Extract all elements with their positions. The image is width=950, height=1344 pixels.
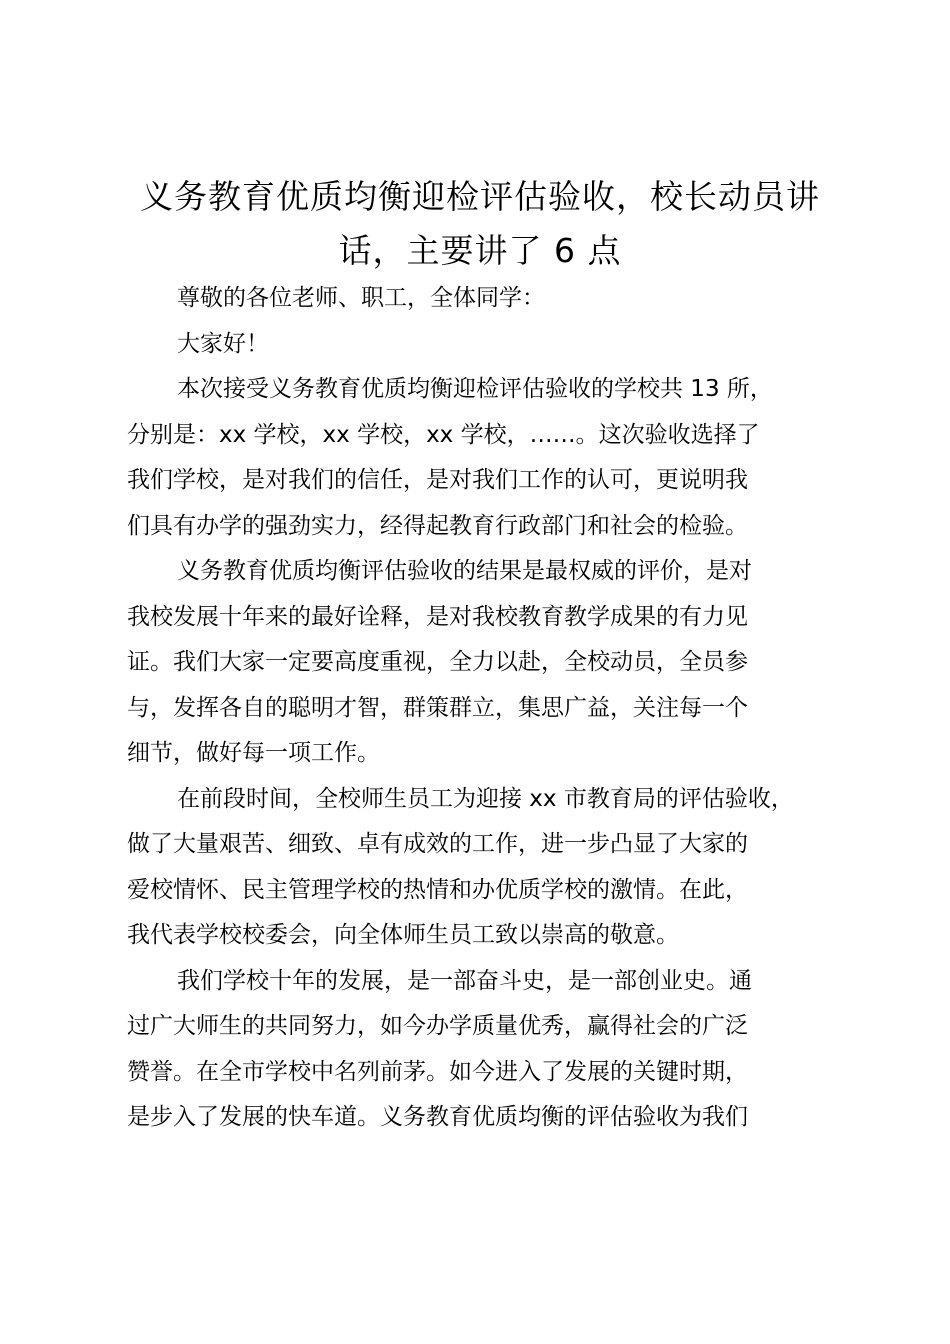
paragraph-1-line: 本次接受义务教育优质均衡迎检评估验收的学校共 13 所， xyxy=(177,376,773,402)
paragraph-1-line: 们具有办学的强劲实力，经得起教育行政部门和社会的检验。 xyxy=(127,512,748,539)
greeting: 大家好！ xyxy=(177,330,269,357)
paragraph-2-line: 证。我们大家一定要高度重视，全力以赴，全校动员，全员参 xyxy=(127,649,748,675)
paragraph-1-line: 分别是：xx 学校，xx 学校，xx 学校，……。这次验收选择了 xyxy=(127,421,760,448)
paragraph-1-line: 我们学校，是对我们的信任，是对我们工作的认可，更说明我 xyxy=(127,467,748,493)
title-line: 义务教育优质均衡迎检评估验收，校长动员讲 xyxy=(140,177,820,216)
paragraph-3-line: 在前段时间，全校师生员工为迎接 xx 市教育局的评估验收， xyxy=(177,785,794,812)
paragraph-3-line: 我代表学校校委会，向全体师生员工致以崇高的敬意。 xyxy=(127,922,679,948)
paragraph-3-line: 做了大量艰苦、细致、卓有成效的工作，进一步凸显了大家的 xyxy=(127,831,748,857)
paragraph-2-line: 细节，做好每一项工作。 xyxy=(127,740,380,766)
paragraph-4-line: 我们学校十年的发展，是一部奋斗史，是一部创业史。通 xyxy=(177,967,752,994)
paragraph-4-line: 过广大师生的共同努力，如今办学质量优秀，赢得社会的广泛 xyxy=(127,1013,748,1039)
document-title xyxy=(110,170,850,278)
paragraph-2-line: 与，发挥各自的聪明才智，群策群立，集思广益，关注每一个 xyxy=(127,694,748,721)
paragraph-3-line: 爱校情怀、民主管理学校的热情和办优质学校的激情。在此， xyxy=(127,876,748,903)
paragraph-2-line: 义务教育优质均衡评估验收的结果是最权威的评价，是对 xyxy=(177,558,752,584)
paragraph-2-line: 我校发展十年来的最好诠释，是对我校教育教学成果的有力见 xyxy=(127,603,748,630)
title-line: 话，主要讲了 6 点 xyxy=(338,231,622,270)
paragraph-4-line: 是步入了发展的快车道。义务教育优质均衡的评估验收为我们 xyxy=(127,1104,748,1130)
paragraph-4-line: 赞誉。在全市学校中名列前茅。如今进入了发展的关键时期， xyxy=(127,1058,748,1085)
document-body xyxy=(127,276,847,1141)
salutation: 尊敬的各位老师、职工，全体同学： xyxy=(177,285,545,311)
